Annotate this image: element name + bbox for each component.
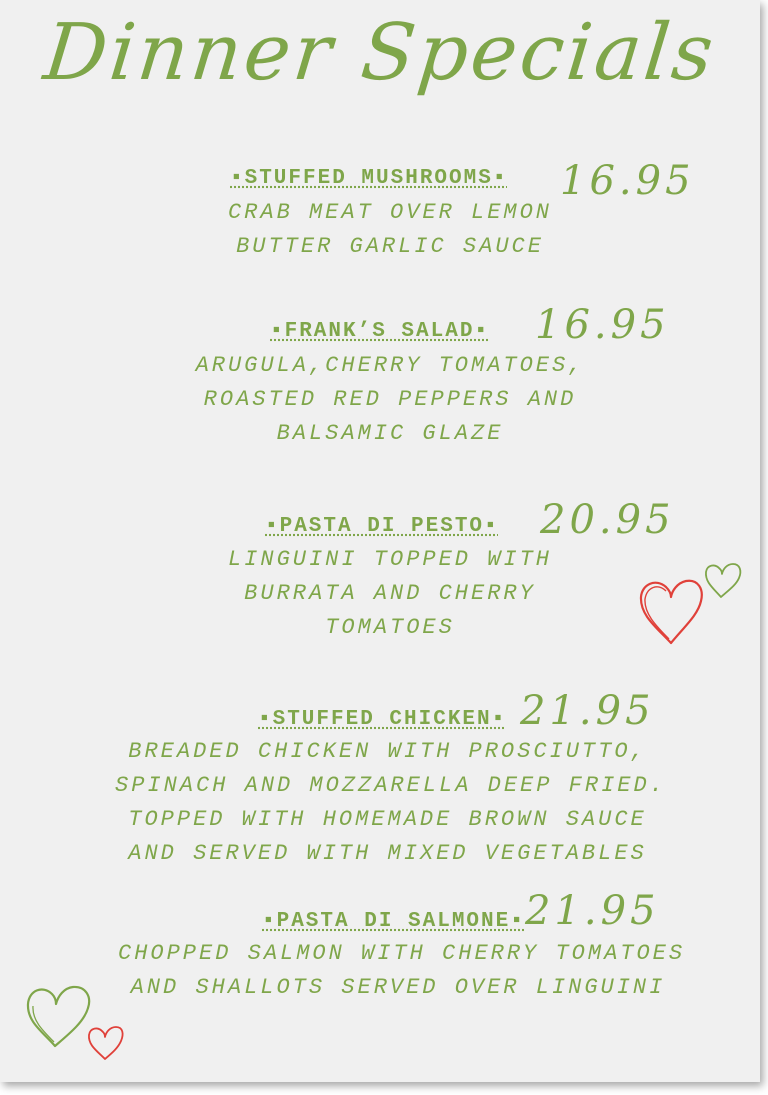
- item-description-pasta-di-pesto: [205, 543, 575, 645]
- item-price-franks-salad: 16.95: [535, 302, 670, 348]
- item-name-stuffed-chicken: ▪STUFFED CHICKEN▪: [258, 708, 507, 731]
- item-price-stuffed-chicken: 21.95: [520, 688, 655, 734]
- description-line: ARUGULA,CHERRY TOMATOES,: [195, 353, 585, 378]
- description-line: BURRATA AND CHERRY: [244, 581, 536, 606]
- red-heart-icon: [85, 1022, 125, 1062]
- green-heart-icon: [703, 560, 743, 600]
- item-price-stuffed-mushrooms: 16.95: [560, 158, 695, 204]
- description-line: BREADED CHICKEN WITH PROSCIUTTO,: [128, 739, 647, 764]
- description-line: LINGUINI TOPPED WITH: [227, 547, 553, 572]
- item-description-stuffed-chicken: [115, 735, 666, 871]
- menu-title: Dinner Specials: [39, 8, 721, 98]
- item-description-franks-salad: [185, 349, 595, 451]
- description-line: BALSAMIC GLAZE: [276, 421, 504, 446]
- description-line: ROASTED RED PEPPERS AND: [203, 387, 577, 412]
- item-name-franks-salad: ▪FRANK’S SALAD▪: [270, 320, 490, 343]
- item-name-pasta-di-pesto: ▪PASTA DI PESTO▪: [265, 515, 499, 538]
- description-line: CHOPPED SALMON WITH CHERRY TOMATOES: [118, 941, 686, 966]
- item-description-pasta-di-salmone: [118, 937, 686, 1005]
- item-name-stuffed-mushrooms: ▪STUFFED MUSHROOMS▪: [230, 167, 508, 190]
- item-price-pasta-di-pesto: 20.95: [540, 497, 675, 543]
- description-line: CRAB MEAT OVER LEMON: [227, 200, 553, 225]
- description-line: AND SHALLOTS SERVED OVER LINGUINI: [130, 975, 666, 1000]
- item-name-pasta-di-salmone: ▪PASTA DI SALMONE▪: [262, 910, 525, 933]
- description-line: TOPPED WITH HOMEMADE BROWN SAUCE: [128, 807, 647, 832]
- description-line: SPINACH AND MOZZARELLA DEEP FRIED.: [115, 773, 666, 798]
- description-line: AND SERVED WITH MIXED VEGETABLES: [128, 841, 647, 866]
- item-description-stuffed-mushrooms: [205, 196, 575, 264]
- description-line: BUTTER GARLIC SAUCE: [236, 234, 544, 259]
- item-price-pasta-di-salmone: 21.95: [525, 888, 660, 934]
- red-heart-icon: [636, 575, 706, 647]
- description-line: TOMATOES: [325, 615, 455, 640]
